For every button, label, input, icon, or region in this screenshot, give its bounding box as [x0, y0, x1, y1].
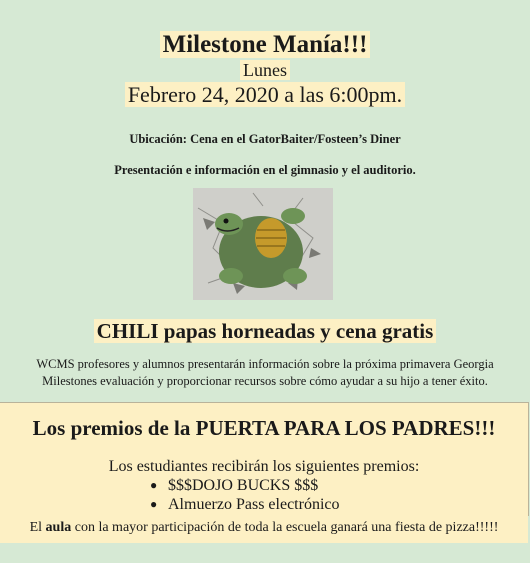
chili-headline-text: CHILI papas horneadas y cena gratis — [94, 319, 437, 343]
event-description: WCMS profesores y alumnos presentarán información sobre la próxima primavera Georgia Milestones evaluación y proporcionar recursos sobre cómo ayudar a su hijo a tener éxito. — [36, 357, 494, 388]
footer-suffix: con la mayor participación de toda la escuela ganará una fiesta de pizza!!!!! — [71, 520, 499, 535]
event-datetime-text: Febrero 24, 2020 a las 6:00pm. — [125, 82, 405, 107]
prize-intro: Los estudiantes recibirán los siguientes premios: — [108, 458, 420, 475]
event-title — [0, 30, 530, 60]
footer-text — [0, 520, 528, 536]
event-day — [0, 60, 530, 80]
chili-headline — [0, 317, 530, 345]
event-presentation: Presentación e información en el gimnasio y el auditorio. — [114, 163, 416, 177]
footer-prefix: El — [29, 520, 46, 535]
event-datetime — [0, 81, 530, 109]
prize-list — [150, 476, 340, 514]
footer-panel — [0, 515, 528, 543]
turtle-mascot-breaking-wall-icon — [193, 188, 333, 300]
event-day-text: Lunes — [240, 60, 290, 80]
prize-item-text: Almuerzo Pass electrónico — [168, 496, 340, 513]
prize-title: Los premios de la PUERTA PARA LOS PADRES!!! — [32, 416, 496, 440]
prize-item — [150, 495, 340, 514]
bullet-icon: ● — [150, 478, 158, 492]
prize-item-text: $$$DOJO BUCKS $$$ — [168, 477, 319, 494]
event-location: Ubicación: Cena en el GatorBaiter/Fosteen’s Diner — [129, 132, 401, 146]
turtle-mascot-image — [193, 188, 333, 300]
event-title-text: Milestone Manía!!! — [160, 31, 371, 58]
prize-item — [150, 476, 340, 495]
prize-panel — [0, 402, 529, 516]
footer-bold-word: aula — [45, 520, 72, 535]
bullet-icon: ● — [150, 497, 158, 511]
